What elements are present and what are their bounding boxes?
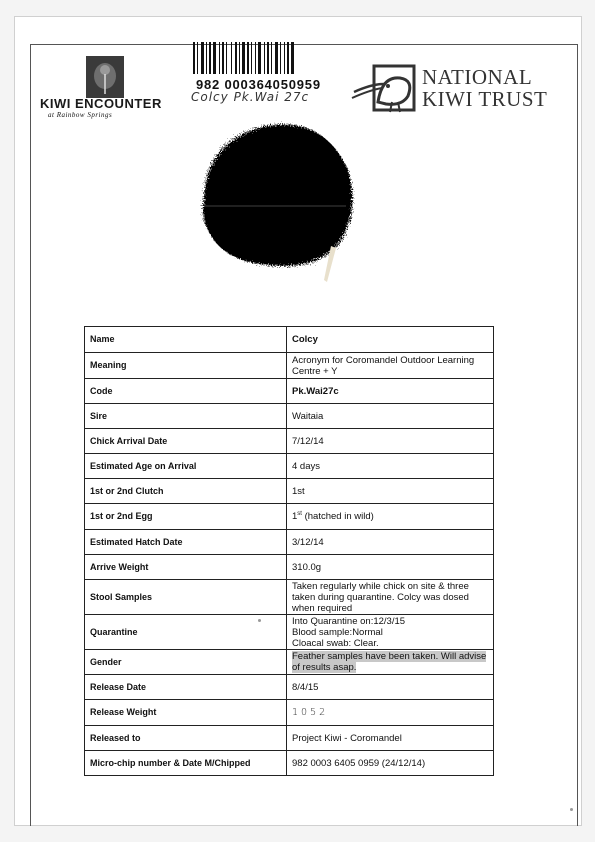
table-row bbox=[85, 454, 494, 479]
row-label: Estimated Hatch Date bbox=[85, 530, 287, 555]
clutch-value: 1st bbox=[287, 479, 494, 504]
release-weight-value: 1052 bbox=[287, 700, 494, 726]
handwritten-code: Colcy Pk.Wai 27c bbox=[191, 90, 310, 104]
scan-speck bbox=[258, 619, 261, 622]
table-row bbox=[85, 530, 494, 555]
table-row bbox=[85, 580, 494, 615]
kiwi-photo-icon bbox=[86, 56, 124, 98]
national-kiwi-trust-logo bbox=[422, 66, 547, 110]
table-row bbox=[85, 353, 494, 379]
table-row bbox=[85, 479, 494, 504]
quarantine-value bbox=[287, 615, 494, 650]
chip-number-label: 982 000364050959 bbox=[196, 77, 321, 92]
table-row bbox=[85, 555, 494, 580]
row-label: Micro-chip number & Date M/Chipped bbox=[85, 751, 287, 776]
table-row bbox=[85, 675, 494, 700]
scan-speck bbox=[570, 808, 573, 811]
table-row bbox=[85, 700, 494, 726]
egg-number: 1 bbox=[292, 511, 298, 522]
table-row bbox=[85, 504, 494, 530]
row-label: Code bbox=[85, 379, 287, 404]
table-row bbox=[85, 327, 494, 353]
row-label: Release Weight bbox=[85, 700, 287, 726]
microchip-value: 982 0003 6405 0959 (24/12/14) bbox=[287, 751, 494, 776]
table-row bbox=[85, 650, 494, 675]
table-row bbox=[85, 726, 494, 751]
row-label: Sire bbox=[85, 404, 287, 429]
age-value: 4 days bbox=[287, 454, 494, 479]
row-label: Release Date bbox=[85, 675, 287, 700]
egg-suffix: st bbox=[297, 510, 302, 517]
row-label: Chick Arrival Date bbox=[85, 429, 287, 454]
row-label: Arrive Weight bbox=[85, 555, 287, 580]
code-value: Pk.Wai27c bbox=[287, 379, 494, 404]
kiwi-bird-logo-icon bbox=[348, 62, 418, 114]
table-row bbox=[85, 404, 494, 429]
quarantine-line: Into Quarantine on:12/3/15 bbox=[292, 615, 406, 627]
table-row bbox=[85, 429, 494, 454]
table-row bbox=[85, 751, 494, 776]
gender-text: Feather samples have been taken. Will advise of results asap. bbox=[292, 651, 487, 673]
row-label: Quarantine bbox=[85, 615, 287, 650]
row-label: 1st or 2nd Clutch bbox=[85, 479, 287, 504]
egg-value bbox=[287, 504, 494, 530]
released-to-value: Project Kiwi - Coromandel bbox=[287, 726, 494, 751]
kiwi-encounter-logo bbox=[40, 56, 170, 122]
trust-line-2: KIWI TRUST bbox=[422, 87, 548, 111]
egg-note: (hatched in wild) bbox=[301, 511, 374, 522]
gender-value bbox=[287, 650, 494, 675]
quarantine-line: Blood sample:Normal bbox=[292, 626, 383, 638]
release-date-value: 8/4/15 bbox=[287, 675, 494, 700]
kiwi-encounter-subtitle: at Rainbow Springs bbox=[48, 111, 113, 119]
meaning-value: Acronym for Coromandel Outdoor Learning Centre + Y bbox=[287, 353, 494, 379]
row-label: Name bbox=[85, 327, 287, 353]
table-row bbox=[85, 615, 494, 650]
kiwi-bird-silhouette bbox=[196, 114, 362, 290]
name-value: Colcy bbox=[287, 327, 494, 353]
row-label: Meaning bbox=[85, 353, 287, 379]
trust-line-1: NATIONAL bbox=[422, 65, 533, 89]
row-label: Stool Samples bbox=[85, 580, 287, 615]
quarantine-line: Cloacal swab: Clear. bbox=[292, 637, 379, 649]
sire-value: Waitaia bbox=[287, 404, 494, 429]
barcode-icon bbox=[193, 42, 343, 74]
kiwi-encounter-title: KIWI ENCOUNTER bbox=[40, 96, 162, 111]
row-label: Released to bbox=[85, 726, 287, 751]
kiwi-record-table bbox=[84, 326, 494, 776]
arrival-date-value: 7/12/14 bbox=[287, 429, 494, 454]
row-label: Gender bbox=[85, 650, 287, 675]
row-label: 1st or 2nd Egg bbox=[85, 504, 287, 530]
table-row bbox=[85, 379, 494, 404]
row-label: Estimated Age on Arrival bbox=[85, 454, 287, 479]
arrive-weight-value: 310.0g bbox=[287, 555, 494, 580]
hatch-date-value: 3/12/14 bbox=[287, 530, 494, 555]
stool-samples-value: Taken regularly while chick on site & three taken during quarantine. Colcy was dosed when required bbox=[287, 580, 494, 615]
